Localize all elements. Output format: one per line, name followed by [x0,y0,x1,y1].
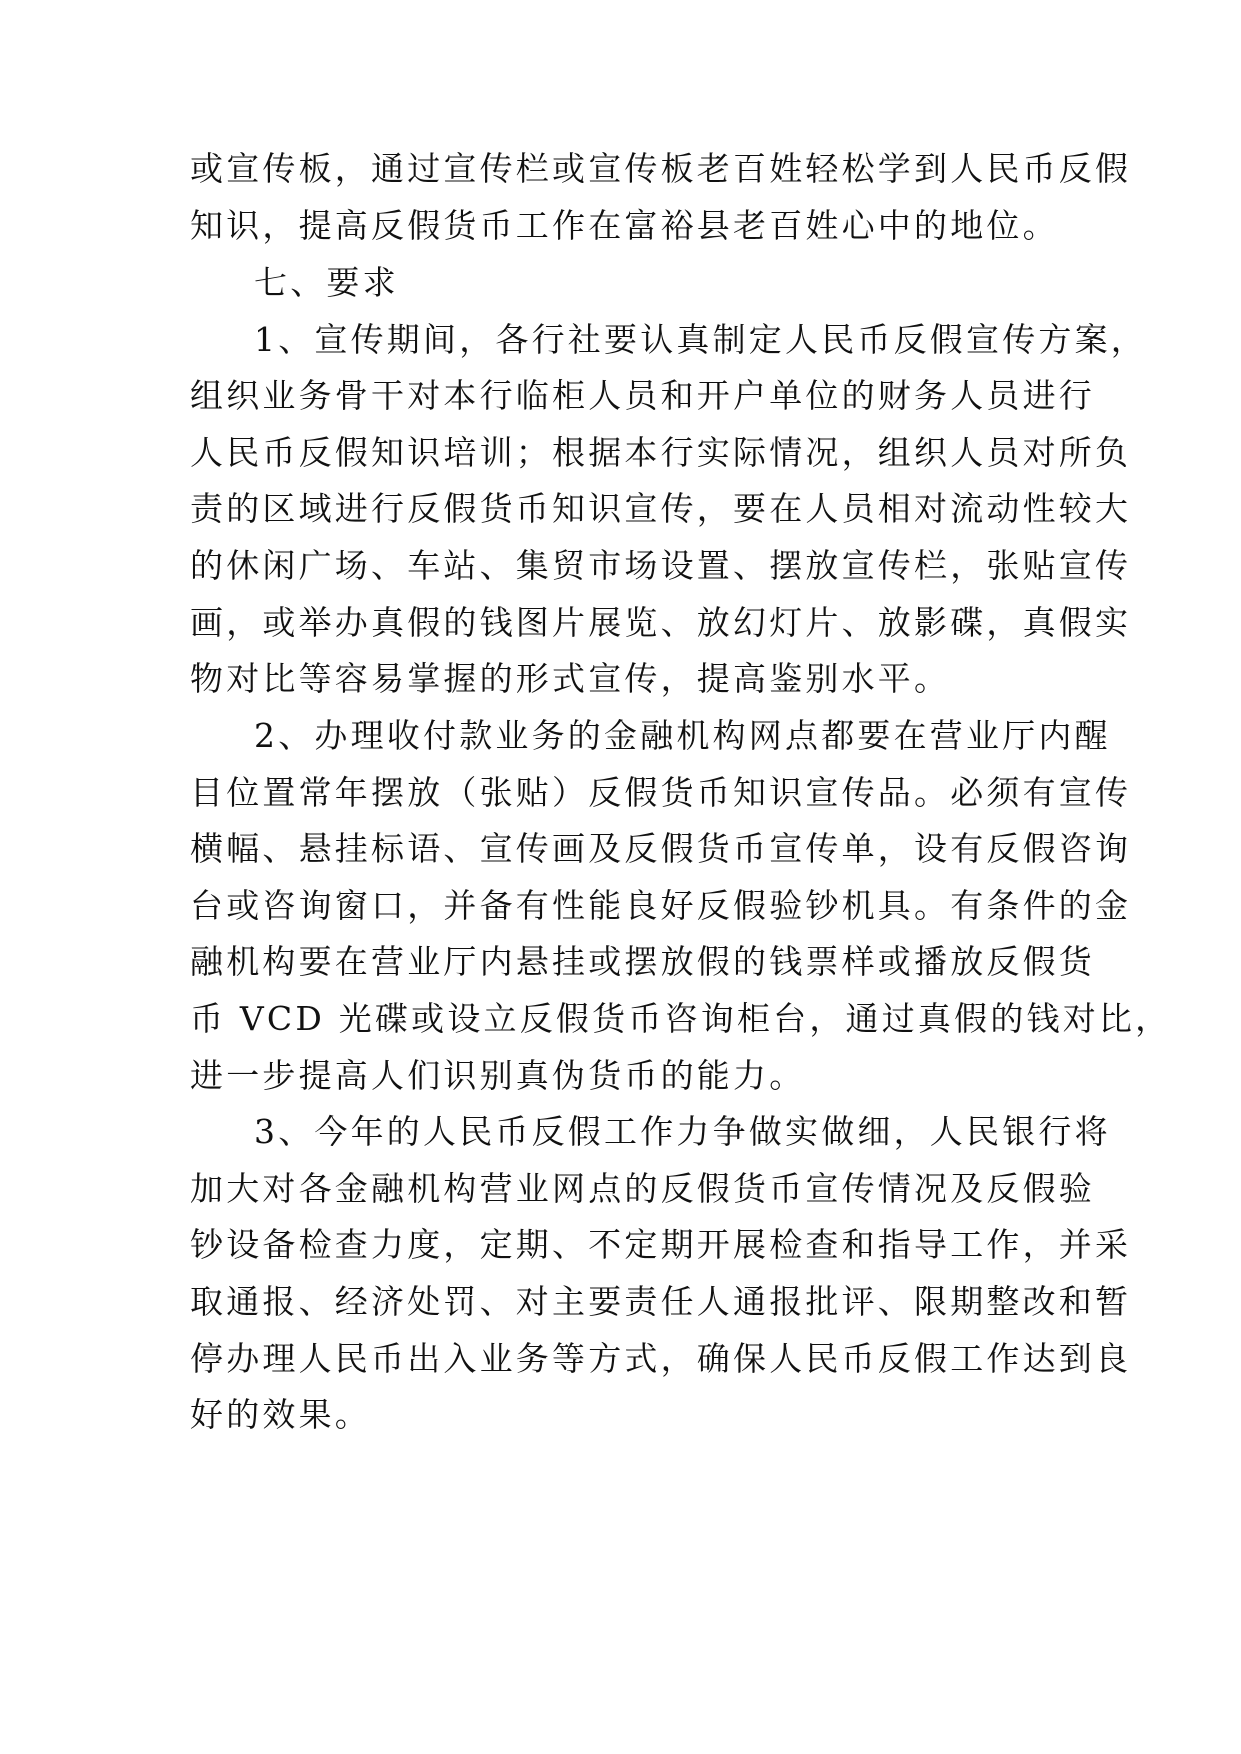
text-line: 好的效果。 [190,1395,371,1434]
text-line: 融机构要在营业厅内悬挂或摆放假的钱票样或播放反假货 [190,942,1095,981]
text-line: 的休闲广场、车站、集贸市场设置、摆放宣传栏，张贴宣传 [190,546,1132,585]
text-line: 钞设备检查力度，定期、不定期开展检查和指导工作，并采 [190,1225,1132,1264]
text-line: 3、今年的人民币反假工作力争做实做细，人民银行将 [254,1112,1111,1151]
text-line: 画，或举办真假的钱图片展览、放幻灯片、放影碟，真假实 [190,603,1132,642]
text-line: 人民币反假知识培训；根据本行实际情况，组织人员对所负 [190,433,1132,472]
text-line: 物对比等容易掌握的形式宣传，提高鉴别水平。 [190,659,951,698]
text-line: 2、办理收付款业务的金融机构网点都要在营业厅内醒 [254,716,1111,755]
text-line: 横幅、悬挂标语、宣传画及反假货币宣传单，设有反假咨询 [190,829,1132,868]
text-line: 1、宣传期间，各行社要认真制定人民币反假宣传方案， [254,320,1147,359]
text-line: 目位置常年摆放（张贴）反假货币知识宣传品。必须有宣传 [190,773,1132,812]
text-line: 币 VCD 光碟或设立反假货币咨询柜台，通过真假的钱对比， [190,999,1172,1038]
text-line: 组织业务骨干对本行临柜人员和开户单位的财务人员进行 [190,376,1095,415]
section-heading: 七、要求 [254,263,399,302]
text-line: 停办理人民币出入业务等方式，确保人民币反假工作达到良 [190,1339,1132,1378]
text-line: 知识，提高反假货币工作在富裕县老百姓心中的地位。 [190,206,1059,245]
text-line: 或宣传板，通过宣传栏或宣传板老百姓轻松学到人民币反假 [190,149,1132,188]
text-line: 台或咨询窗口，并备有性能良好反假验钞机具。有条件的金 [190,886,1132,925]
text-line: 取通报、经济处罚、对主要责任人通报批评、限期整改和暂 [190,1282,1132,1321]
text-line: 责的区域进行反假货币知识宣传，要在人员相对流动性较大 [190,489,1132,528]
text-line: 进一步提高人们识别真伪货币的能力。 [190,1056,806,1095]
text-line: 加大对各金融机构营业网点的反假货币宣传情况及反假验 [190,1169,1095,1208]
